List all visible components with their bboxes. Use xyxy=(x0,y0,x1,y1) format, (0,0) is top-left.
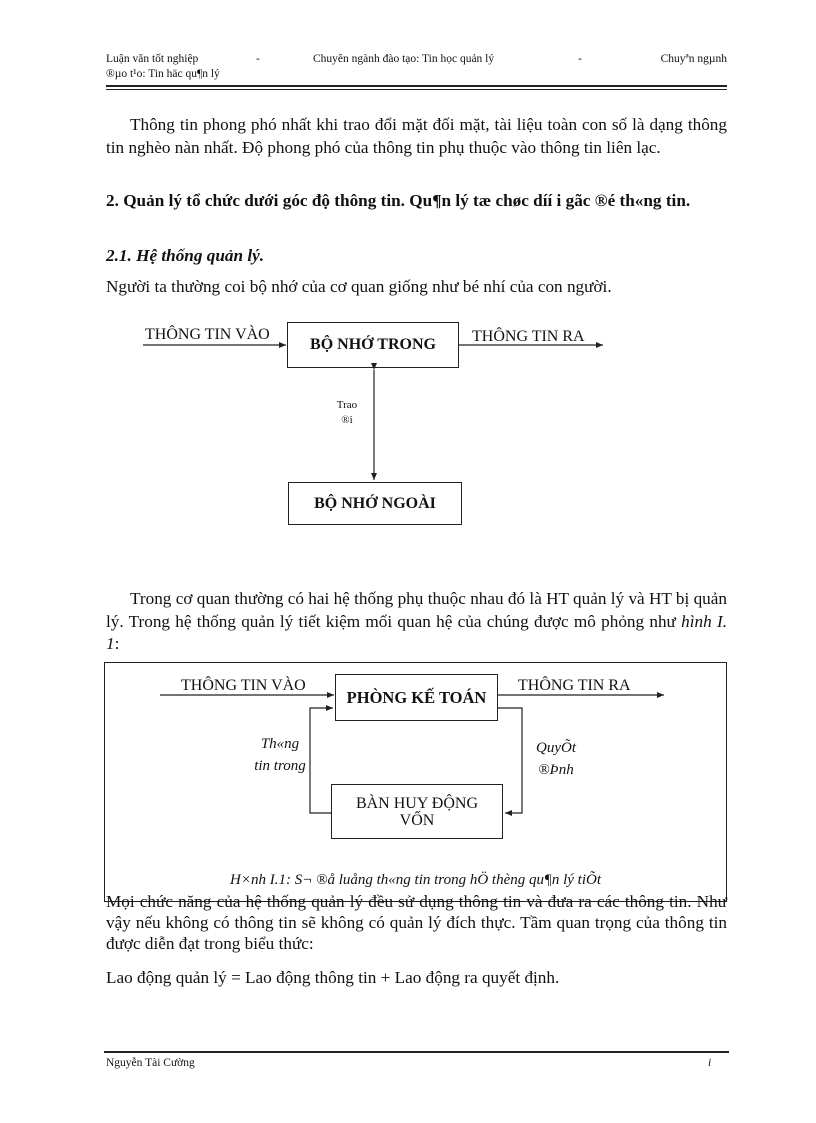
exchange-label: Trao ®i xyxy=(336,399,358,426)
header-left: Luận văn tốt nghiệp xyxy=(106,53,199,65)
inner-memory-box: BỘ NHỚ TRONG xyxy=(287,322,459,368)
input-label: THÔNG TIN VÀO xyxy=(145,326,270,343)
paragraph-5: Lao động quản lý = Lao động thông tin + Lao động ra quyết định. xyxy=(106,968,560,987)
footer-rule xyxy=(104,1051,729,1053)
figure-caption: H×nh I.1: S¬ ®å luång th«ng tin trong hÖ thèng qu¶n lý tiÕt xyxy=(230,872,601,888)
paragraph-3: Trong cơ quan thường có hai hệ thống phụ thuộc nhau đó là HT quản lý và HT bị quản lý. Trong hệ thống quản lý tiết kiệm mối quan hệ của chúng được mô phỏng như hình I. 1: xyxy=(106,589,728,653)
header-center: Chuyên ngành đào tạo: Tin học quản lý xyxy=(313,53,495,65)
section-heading-2: 2. Quản lý tổ chức dưới góc độ thông tin. Qu¶n lý tæ chøc díí i gãc ®é th«ng tin. xyxy=(106,191,691,210)
paragraph-4: Mọi chức năng của hệ thống quản lý đều sử dụng thông tin và đưa ra các thông tin. Như vậy nếu không có thông tin sẽ không có quản lý đích thực. Tầm quan trọng của thông tin được diễn đạt trong biểu thức: xyxy=(106,892,727,953)
outer-memory-box: BỘ NHỚ NGOÀI xyxy=(288,482,462,525)
arrow-internal-info xyxy=(310,708,333,813)
header-line2: ®µo t¹o: Tin häc qu¶n lý xyxy=(106,68,220,80)
arrow-decision xyxy=(498,708,522,813)
header-dash: - xyxy=(578,53,582,65)
page-number: i xyxy=(708,1057,712,1069)
header-dash: - xyxy=(256,53,260,65)
paragraph-2: Người ta thường coi bộ nhớ của cơ quan giống như bé nhí của con người. xyxy=(106,277,612,296)
input-label: THÔNG TIN VÀO xyxy=(181,677,306,694)
figure-reference: hình I. 1 xyxy=(106,611,728,653)
decision-label: QuyÕt ®Þnh xyxy=(536,740,576,778)
output-label: THÔNG TIN RA xyxy=(472,328,585,345)
header-right: Chuyªn ngµnh xyxy=(660,53,727,65)
internal-info-label: Th«ng tin trong xyxy=(254,736,306,774)
accounting-dept-box: PHÒNG KẾ TOÁN xyxy=(335,674,498,721)
output-label: THÔNG TIN RA xyxy=(518,677,631,694)
capital-mobilization-box: BÀN HUY ĐỘNG VỐN xyxy=(331,784,503,839)
footer-author: Nguyễn Tài Cường xyxy=(106,1057,195,1069)
paragraph-1: Thông tin phong phó nhất khi trao đổi mặt đối mặt, tài liệu toàn con số là dạng thông tin nghèo nàn nhất. Độ phong phó của thông tin phụ thuộc vào thông tin liên lạc. xyxy=(106,115,727,157)
section-heading-2-1: 2.1. Hệ thống quản lý. xyxy=(106,246,265,265)
